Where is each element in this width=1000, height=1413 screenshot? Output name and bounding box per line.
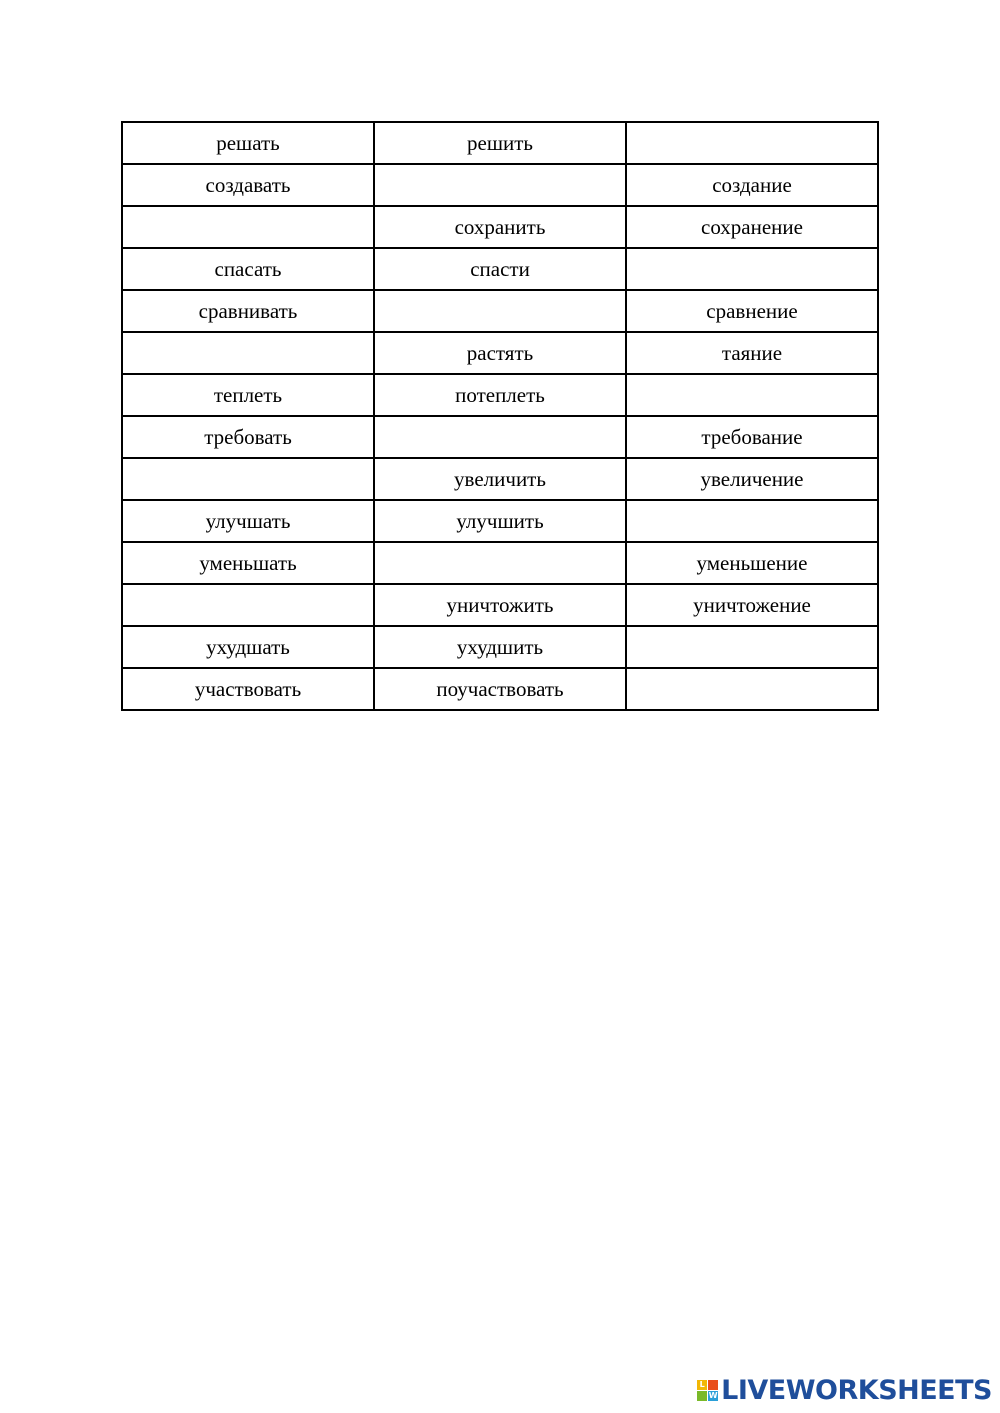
table-cell: сравнивать bbox=[122, 290, 374, 332]
table-cell: создание bbox=[626, 164, 878, 206]
table-cell: улучшать bbox=[122, 500, 374, 542]
table-cell bbox=[122, 458, 374, 500]
table-cell: теплеть bbox=[122, 374, 374, 416]
table-cell bbox=[122, 332, 374, 374]
table-cell bbox=[374, 542, 626, 584]
table-cell: сравнение bbox=[626, 290, 878, 332]
logo-icon-square bbox=[708, 1380, 718, 1390]
table-row bbox=[122, 584, 878, 626]
table-cell: ухудшать bbox=[122, 626, 374, 668]
table-cell bbox=[626, 668, 878, 710]
table-row bbox=[122, 416, 878, 458]
table-cell: требование bbox=[626, 416, 878, 458]
table-cell: увеличить bbox=[374, 458, 626, 500]
table-row bbox=[122, 206, 878, 248]
table-row bbox=[122, 332, 878, 374]
liveworksheets-logo bbox=[697, 1377, 992, 1404]
table-cell: сохранить bbox=[374, 206, 626, 248]
table-cell bbox=[374, 164, 626, 206]
table-cell: потеплеть bbox=[374, 374, 626, 416]
logo-icon-square: W bbox=[708, 1391, 718, 1400]
table-cell: уничтожить bbox=[374, 584, 626, 626]
table-row bbox=[122, 458, 878, 500]
table-row bbox=[122, 290, 878, 332]
table-row bbox=[122, 542, 878, 584]
table-cell: ухудшить bbox=[374, 626, 626, 668]
table-cell: требовать bbox=[122, 416, 374, 458]
table-cell: создавать bbox=[122, 164, 374, 206]
table-cell: таяние bbox=[626, 332, 878, 374]
table-cell: улучшить bbox=[374, 500, 626, 542]
table-cell: поучаствовать bbox=[374, 668, 626, 710]
table-cell bbox=[626, 248, 878, 290]
table-cell: уменьшать bbox=[122, 542, 374, 584]
table-row bbox=[122, 164, 878, 206]
table-cell bbox=[626, 626, 878, 668]
table-row bbox=[122, 626, 878, 668]
table-row bbox=[122, 122, 878, 164]
table-body bbox=[122, 122, 878, 710]
liveworksheets-logo-text: LIVEWORKSHEETS bbox=[721, 1375, 992, 1406]
table-row bbox=[122, 668, 878, 710]
table-row bbox=[122, 500, 878, 542]
table-cell: решить bbox=[374, 122, 626, 164]
table-cell: участвовать bbox=[122, 668, 374, 710]
table-cell bbox=[374, 290, 626, 332]
table-cell bbox=[626, 122, 878, 164]
table-cell bbox=[122, 206, 374, 248]
table-cell: решать bbox=[122, 122, 374, 164]
logo-icon-square: L bbox=[697, 1380, 707, 1390]
table-row bbox=[122, 248, 878, 290]
table-cell: спасать bbox=[122, 248, 374, 290]
table-cell bbox=[626, 374, 878, 416]
table-cell: спасти bbox=[374, 248, 626, 290]
table-cell: сохранение bbox=[626, 206, 878, 248]
word-formation-table bbox=[121, 121, 879, 711]
table-cell bbox=[626, 500, 878, 542]
table-cell: уничтожение bbox=[626, 584, 878, 626]
table-cell: растять bbox=[374, 332, 626, 374]
table-cell bbox=[122, 584, 374, 626]
table-cell: увеличение bbox=[626, 458, 878, 500]
liveworksheets-logo-icon bbox=[697, 1380, 718, 1401]
logo-icon-square bbox=[697, 1391, 707, 1401]
table-row bbox=[122, 374, 878, 416]
table-cell: уменьшение bbox=[626, 542, 878, 584]
table-cell bbox=[374, 416, 626, 458]
